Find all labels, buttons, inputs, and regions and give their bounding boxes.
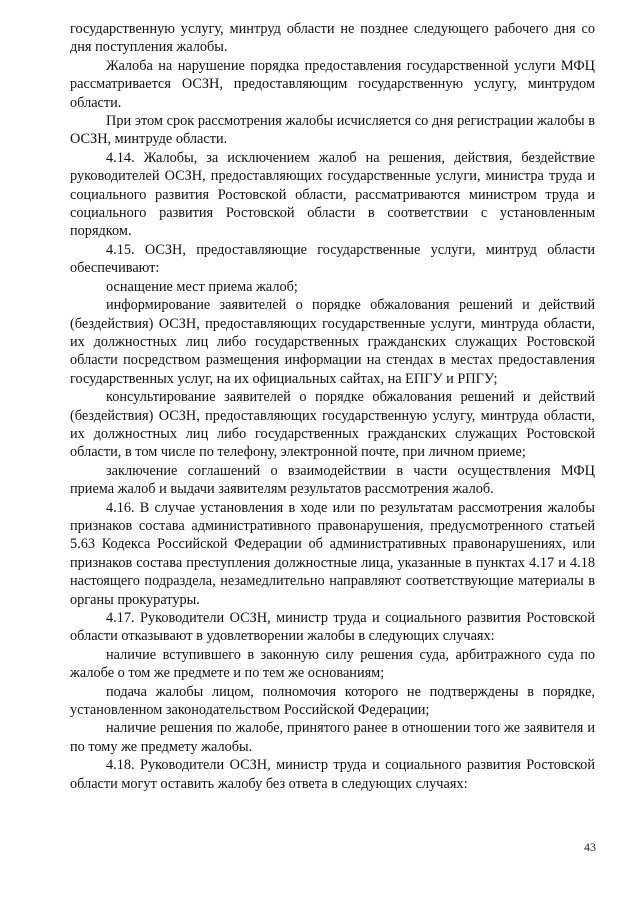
list-item: наличие решения по жалобе, принятого ранее в отношении того же заявителя и по тому же предмету жалобы. bbox=[70, 720, 595, 755]
list-item: подача жалобы лицом, полномочия которого не подтверждены в порядке, установленном законодательством Российской Федерации; bbox=[70, 683, 595, 719]
paragraph-4-15: 4.15. ОСЗН, предоставляющие государственные услуги, минтруд области обеспечивают: bbox=[70, 241, 595, 277]
document-body bbox=[70, 20, 595, 793]
paragraph: Жалоба на нарушение порядка предоставления государственной услуги МФЦ рассматривается ОСЗН, предоставляющим государственную услугу, минтрудом области. bbox=[70, 57, 595, 111]
list-item: оснащение мест приема жалоб; bbox=[106, 278, 298, 295]
paragraph-4-14: 4.14. Жалобы, за исключением жалоб на решения, действия, бездействие руководителей ОСЗН, предоставляющих государственные услуги, министра труда и социального развития Ростовской области, рассматриваются министром труда и социального развития Ростовской области в соответствии с установленным порядком. bbox=[70, 149, 595, 240]
page-number: 43 bbox=[584, 840, 596, 854]
list-item: информирование заявителей о порядке обжалования решений и действий (бездействия) ОСЗН, предоставляющих государственные услуги, минтруда области, их должностных лиц либо государственных гражданских служащих Ростовской области посредством размещения информации на стендах в местах предоставления государственных услуг, на их официальных сайтах, на ЕПГУ и РПГУ; bbox=[70, 297, 595, 387]
paragraph-4-17: 4.17. Руководители ОСЗН, министр труда и социального развития Ростовской области отказывают в удовлетворении жалобы в следующих случаях: bbox=[70, 610, 595, 645]
list-item: консультирование заявителей о порядке обжалования решений и действий (бездействия) ОСЗН, предоставляющих государственную услугу, минтруда области, их должностных лиц либо государственных гражданских служащих Ростовской области, в том числе по телефону, электронной почте, при личном приеме; bbox=[70, 389, 595, 461]
paragraph-4-16: 4.16. В случае установления в ходе или по результатам рассмотрения жалобы признаков состава административного правонарушения, предусмотренного статьей 5.63 Кодекса Российской Федерации об административных правонарушениях, или признаков состава преступления должностные лица, указанные в пунктах 4.17 и 4.18 настоящего подраздела, незамедлительно направляют соответствующие материалы в органы прокуратуры. bbox=[70, 499, 595, 608]
list-item: заключение соглашений о взаимодействии в части осуществления МФЦ приема жалоб и выдачи заявителям результатов рассмотрения жалоб. bbox=[70, 462, 595, 498]
list-item: наличие вступившего в законную силу решения суда, арбитражного суда по жалобе о том же предмете и по тем же основаниям; bbox=[70, 646, 595, 682]
paragraph: государственную услугу, минтруд области не позднее следующего рабочего дня со дня поступления жалобы. bbox=[70, 21, 595, 56]
paragraph: При этом срок рассмотрения жалобы исчисляется со дня регистрации жалобы в ОСЗН, минтруде области. bbox=[70, 113, 595, 148]
paragraph-4-18: 4.18. Руководители ОСЗН, министр труда и социального развития Ростовской области могут оставить жалобу без ответа в следующих случаях: bbox=[70, 757, 595, 792]
